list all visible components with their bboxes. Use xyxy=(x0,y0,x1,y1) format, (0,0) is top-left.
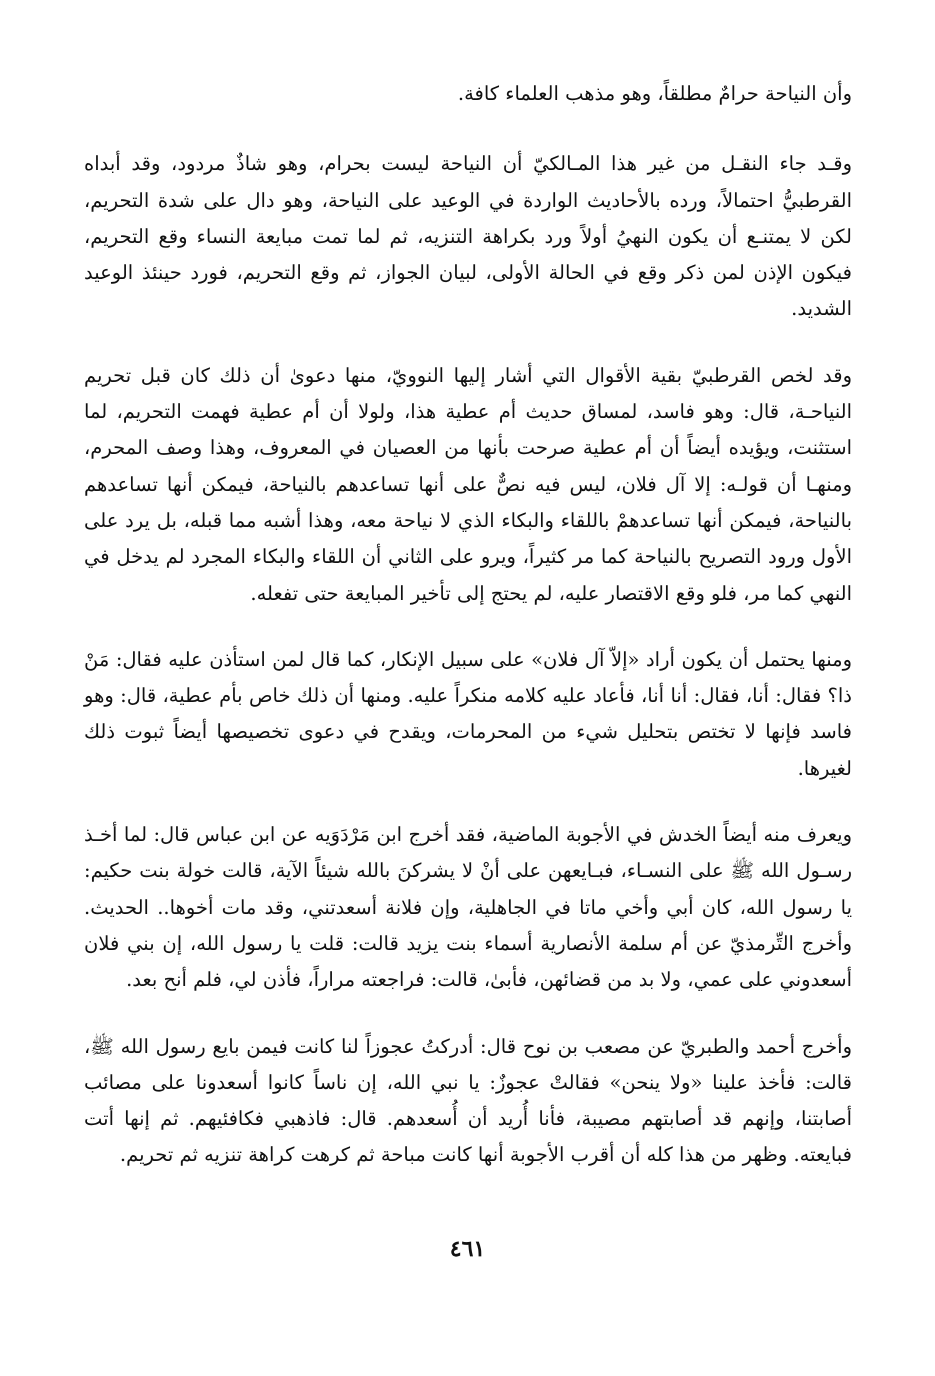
page-body xyxy=(84,76,852,1204)
paragraph-3: وقد لخص القرطبيّ بقية الأقوال التي أشار إليها النوويّ، منها دعوىٰ أن ذلك كان قبل تحريم النياحـة، قال: وهو فاسد، لمساق حديث أم عطية هذا، ولولا أن أم عطية فهمت التحريم، لما استثنت، ويؤيده أيضاً أن أم عطية صرحت بأنها من العصيان في المعروف، وهذا وصف المحرم، ومنهـا أن قولـه: إلا آل فلان، ليس فيه نصٌّ على أنها تساعدهم بالنياحة، فيمكن أنها تساعدهم بالنياحة، فيمكن أنها تساعدهمْ باللقاء والبكاء الذي لا نياحة معه، وهذا أشبه مما قبله، بل يرد على الأول ورود التصريح بالنياحة كما مر كثيراً، ويرو على الثاني أن اللقاء والبكاء المجرد لم يدخل في النهي كما مر، فلو وقع الاقتصار عليه، لم يحتج إلى تأخير المبايعة حتى تفعله. xyxy=(84,363,852,605)
paragraph-2: وقـد جاء النقـل من غير هذا المـالكيّ أن النياحة ليست بحرام، وهو شاذٌ مردود، وقد أبداه القرطبيُّ احتمالاً، ورده بالأحاديث الواردة في الوعيد على النياحة، وهو دال على شدة التحريم، لكن لا يمتنـع أن يكون النهيُ أولاً ورد بكراهة التنزيه، ثم لما تمت مبايعة النساء وقع التحريم، فيكون الإذن لمن ذكر وقع في الحالة الأولى، لبيان الجواز، ثم وقع التحريم، فورد حينئذ الوعيد الشديد. xyxy=(84,152,852,321)
paragraph-4: ومنها يحتمل أن يكون أراد «إلاّ آل فلان» على سبيل الإنكار، كما قال لمن استأذن عليه فقال: مَنْ ذا؟ فقال: أنا، فقال: أنا أنا، فأعاد عليه كلامه منكراً عليه. ومنها أن ذلك خاص بأم عطية، قال: وهو فاسد فإنها لا تختص بتحليل شيء من المحرمات، ويقدح في دعوى تخصيصها أيضاً ثبوت ذلك لغيرها. xyxy=(84,647,852,780)
paragraph-1: وأن النياحة حرامٌ مطلقاً، وهو مذهب العلماء كافة. xyxy=(457,82,852,105)
paragraph-5: ويعرف منه أيضاً الخدش في الأجوبة الماضية، فقد أخرج ابن مَرْدَوَيه عن ابن عباس قال: لما أخـذ رسـول الله ﷺ على النسـاء، فبـايعهن على أنْ لا يشركنَ بالله شيئاً الآية، قالت خولة بنت حكيم: يا رسول الله، كان أبي وأخي ماتا في الجاهلية، وإن فلانة أسعدتني، وقد مات أخوها.. الحديث. وأخرج التِّرمذيّ عن أم سلمة الأنصارية أسماء بنت يزيد قالت: قلت يا رسول الله، إن بني فلان أسعدوني على عمي، ولا بد من قضائهن، فأبىٰ، قالت: فراجعته مراراً، فأذن لي، فلم أنح بعد. xyxy=(84,823,852,992)
paragraph-6: وأخرج أحمد والطبريّ عن مصعب بن نوح قال: أدركتُ عجوزاً لنا كانت فيمن بايع رسول الله ﷺ، قالت: فأخذ علينا «ولا ينحن» فقالتْ عجوزٌ: يا نبي الله، إن ناساً كانوا أسعدونا على مصائب أصابتنا، وإنهم قد أصابتهم مصيبة، فأنا أُريد أن أُسعدهم. قال: فاذهبي فكافئيهم. ثم إنها أتت فبايعته. وظهر من هذا كله أن أقرب الأجوبة أنها كانت مباحة ثم كرهت كراهة تنزيه ثم تحريم. xyxy=(84,1034,852,1167)
page-number: ٤٦١ xyxy=(449,1236,486,1262)
